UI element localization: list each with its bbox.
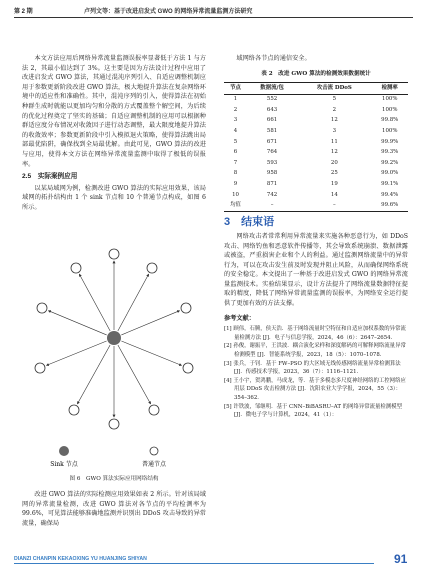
references <box>224 315 408 420</box>
paragraph: 网络攻击者常常利用异常流量来实施各种恶意行为，如 DDoS 攻击、网络钓鱼和恶意软件传播等，其会导致系统崩溃、数据泄露或被盗，严重损害企业和个人的利益。通过监测网络流量中的异常行为，可以在攻击发生前及时发现并阻止风险，从而确保网络系统的安全稳定。本文提出了一种基于改进启发式 GWO 的网络异常流量监测技术。实验结果显示，设计方法提升了网络流量数据特征提取的精度，降低了网络异常流量监测的误报率，为网络安全运行提供了更加有效的方法支撑。 <box>224 232 408 308</box>
table-row <box>224 180 408 191</box>
table-row <box>224 94 408 105</box>
legend-sink-label: Sink 节点 <box>50 461 78 468</box>
legend-normal-label: 普通节点 <box>141 461 167 468</box>
table-cell: 12 <box>330 149 338 156</box>
table-row <box>224 169 408 180</box>
table-cell: 99.6% <box>381 202 399 209</box>
table-cell: 99.3% <box>381 149 399 156</box>
network-figure <box>26 246 202 470</box>
table-cell: 5 <box>332 96 337 103</box>
network-edge <box>121 311 179 335</box>
normal-node <box>37 303 47 313</box>
table-cell: 871 <box>266 181 278 188</box>
table-cell: 99.1% <box>381 181 399 188</box>
normal-node <box>35 363 45 373</box>
table-row <box>224 158 408 169</box>
table-cell: 11 <box>330 138 338 145</box>
table-cell: 552 <box>266 96 278 103</box>
table-cell: 7 <box>233 159 238 166</box>
table-row <box>224 127 408 138</box>
paragraph: 域网络各节点的通信安全。 <box>236 55 311 62</box>
issue-label: 第 2 期 <box>14 9 33 15</box>
table-cell: 1 <box>233 96 238 103</box>
table-row <box>224 148 408 159</box>
table-cell: 6 <box>233 149 238 156</box>
table-cell: 19 <box>330 181 338 188</box>
col-header: 检测率 <box>381 84 398 91</box>
table-cell: – <box>332 202 336 209</box>
figure-caption: 图 6 GWO 算法实际应用网络结构 <box>69 476 159 482</box>
left-column-bottom <box>22 490 206 528</box>
network-edge <box>118 345 151 404</box>
table-cell: 99.0% <box>381 170 399 177</box>
table-cell: 99.8% <box>381 117 399 124</box>
table-cell: 9 <box>233 181 238 188</box>
table-cell: 5 <box>233 138 238 145</box>
network-edge <box>77 345 110 404</box>
table-cell: 958 <box>266 170 278 177</box>
table-header-row <box>224 83 408 95</box>
references-heading: 参考文献： <box>224 314 255 322</box>
table-cell: 661 <box>266 117 278 124</box>
table-cell: 99.4% <box>381 191 399 198</box>
table-cell: 2 <box>233 106 238 113</box>
reference-item: [4] 王小宇，贺鸿鹏，马成龙，等．基于多模态多尺度神经网络的工控网络应用层 DDoS 攻击检测方法 [J]．沈阳农业大学学报，2024，55（3）：354–362． <box>224 377 406 401</box>
journal-name: DIANZI CHANPIN KEKAOXING YU HUANJING SHIYAN <box>14 556 147 562</box>
page-number: 91 <box>394 552 408 566</box>
table-cell: 100% <box>382 128 398 135</box>
table-cell: 593 <box>266 159 278 166</box>
reference-item: [2] 孙俊，谢振平，王洪波．耦合演化采样和深度解码的可解释网络流量异常检测模型 [J]．智能系统学报，2023，18（5）：1070–1078． <box>224 343 406 359</box>
normal-node <box>181 303 191 313</box>
table-cell: 12 <box>330 117 338 124</box>
col-header: 攻击流 DDoS <box>316 84 352 91</box>
header-rule <box>14 17 413 18</box>
table-cell: 8 <box>233 170 238 177</box>
table-cell: 10 <box>232 191 239 198</box>
sink-node <box>107 331 121 345</box>
table-cell: 100% <box>382 96 398 103</box>
section-heading: 2.5 实际案例应用 <box>22 173 78 181</box>
table-row <box>224 116 408 127</box>
reference-item: [3] 张兵，于钊．基于 FW–PSO 的大区域无线传感网络流量异常检测算法 [J]．传感技术学报，2023，36（7）：1116–1121． <box>224 360 401 376</box>
normal-node <box>109 249 119 259</box>
normal-node <box>69 405 79 415</box>
detection-table <box>224 82 408 212</box>
table-cell: 25 <box>330 170 338 177</box>
paragraph: 改进 GWO 算法的实际检测应用效果如表 2 所示。针对该局域网的异常流量检测，改进 GWO 算法对各节点的平均检测率为 99.6%，可见算法能够准确地监测并识别出 DDoS 攻击导致的异常流量，确保局 <box>22 491 206 527</box>
table-cell: 4 <box>233 128 238 135</box>
table-cell: 2 <box>332 106 337 113</box>
normal-node <box>147 263 157 273</box>
reference-item: [1] 顾伟，石腾，侯天浩．基于网络流量时空特征和自适应加权系数的异常流量检测方法 [J]．电子与信息学报，2024，46（6）：2647–2654． <box>224 326 406 341</box>
network-edge <box>48 311 106 335</box>
table-row <box>224 201 408 212</box>
table-row <box>224 137 408 148</box>
table-cell: 581 <box>266 128 278 135</box>
table-cell: 671 <box>266 138 278 145</box>
table-cell: 3 <box>332 128 337 135</box>
network-edge <box>118 274 149 331</box>
table-cell: 764 <box>266 149 278 156</box>
normal-node <box>71 263 81 273</box>
table-cell: – <box>270 202 274 209</box>
table-cell: 742 <box>266 191 278 198</box>
table-cell: 14 <box>330 191 338 198</box>
network-diagram <box>26 246 202 470</box>
normal-node <box>183 363 193 373</box>
col-header: 数据流/包 <box>260 84 284 91</box>
table-cell: 100% <box>382 106 398 113</box>
legend-sink-icon <box>59 446 69 456</box>
table-row <box>224 105 408 116</box>
table-cell: 643 <box>266 106 278 113</box>
paragraph: 以某局域网为例，检测改进 GWO 算法的实际应用效果，该局域网的拓扑结构由 1 个 sink 节点和 10 个普通节点构成，如图 6 所示。 <box>22 184 206 211</box>
table-row <box>224 190 408 201</box>
normal-node <box>149 405 159 415</box>
table-cell: 3 <box>233 117 238 124</box>
table-cell: 20 <box>330 159 338 166</box>
network-edge <box>46 341 106 365</box>
footer-rule <box>14 563 374 564</box>
legend-normal-icon <box>150 447 158 455</box>
normal-node <box>109 419 119 429</box>
table-cell: 99.2% <box>381 159 399 166</box>
col-header: 节点 <box>230 84 241 91</box>
reference-item: [5] 许铁波，邹继明．基于 CNN–BiBASRU–AT 的网络异常流量检测模型 [J]．微电子学与计算机，2024，41（1）： <box>224 403 402 419</box>
table-cell: 99.9% <box>381 138 399 145</box>
right-column <box>224 54 408 420</box>
network-edge <box>121 341 181 365</box>
table-caption: 表 2 改进 GWO 算法的检测效果数据统计 <box>261 70 371 77</box>
left-column <box>22 54 206 213</box>
network-edge <box>79 274 110 331</box>
paragraph: 本文方法应用后网络异常流量监测误报率显著低于方法 1 与方法 2，其最小值达到了 3%。这主要是因为方法设计过程中应用了改进启发式 GWO 算法，其通过混沌序列引入、自适应调整机制应用于参数更新阶段改进 GWO 算法，极大地提升算法在复杂网络环境中的适应性和准确性。其中，混沌序列的引入，使得算法在初始种群生成时就能以更加均匀和分散的方式覆盖整个解空间，为后续的优化过程奠定了坚实的基础；自适应调整机制的应用可以根据种群适应度分布情况对收敛因子进行动态调整，最大限度地提升算法的收敛效率；参数更新阶段中引入模拟退火策略，使得算法跳出局部最优陷阱，确保找到全局最优解。由此可见，GWO 算法的改进与应用，使得本文方法在网络异常流量监测中取得了极低的误报率。 <box>22 55 206 168</box>
running-title: 卢列文等：基于改进启发式 GWO 的网络异常流量监测方法研究 <box>84 9 253 15</box>
page-footer <box>14 552 414 570</box>
section-heading: 3 结束语 <box>224 216 275 229</box>
table-cell: 均值 <box>230 202 241 209</box>
